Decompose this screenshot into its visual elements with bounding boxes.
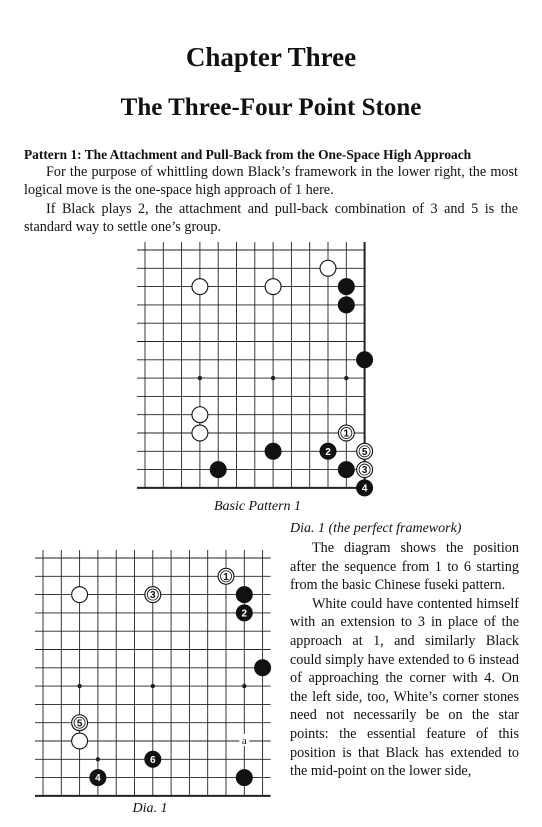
black-stone — [236, 770, 252, 786]
black-stone — [210, 462, 226, 478]
go-board-dia-1 — [38, 553, 280, 803]
section-title: The Three-Four Point Stone — [120, 94, 422, 121]
diagram-commentary — [290, 539, 519, 781]
white-stone — [72, 733, 88, 749]
white-stone — [192, 407, 208, 423]
stone-move-number: 1 — [343, 428, 350, 440]
star-point — [96, 757, 100, 761]
stone-move-number: 3 — [150, 590, 156, 602]
white-stone — [320, 260, 336, 276]
body-paragraph: White could have contented himself with an extension to 3 in place of the approach at 1, and similarly Black could simply have extended to 6 instead of approaching the corner with 4. On the left side, too, White’s corner stones need not necessarily be on the star points: the essential feature of this position is that Black has extended to the mid-point on the lower side, — [290, 595, 519, 780]
star-point — [271, 376, 275, 380]
body-paragraph: The diagram shows the position after the sequence from 1 to 6 starting from the basic Chinese fuseki pattern. — [290, 540, 519, 594]
white-stone — [265, 279, 281, 295]
stone-move-number: 1 — [223, 571, 229, 583]
star-point — [198, 376, 202, 380]
stone-move-number: 5 — [361, 446, 368, 458]
stone-move-number: 5 — [76, 718, 83, 730]
stone-move-number: 3 — [361, 465, 368, 477]
star-point — [77, 684, 81, 688]
star-point — [344, 376, 348, 380]
black-stone — [265, 443, 281, 459]
black-stone — [357, 352, 373, 368]
stone-move-number: 4 — [361, 483, 368, 495]
black-stone — [236, 587, 252, 603]
star-point — [242, 684, 246, 688]
pattern-heading: Pattern 1: The Attachment and Pull-Back from the One-Space High Approach — [24, 147, 472, 162]
white-stone — [72, 587, 88, 603]
diagram-heading: Dia. 1 (the perfect framework) — [290, 521, 462, 536]
board-mark-label: a — [241, 735, 247, 747]
body-paragraph: If Black plays 2, the attachment and pull-back combination of 3 and 5 is the standard way to settle one’s group. — [24, 201, 518, 235]
white-stone — [192, 425, 208, 441]
stone-move-number: 4 — [95, 773, 101, 785]
black-stone — [338, 297, 354, 313]
go-board-basic-pattern — [140, 245, 376, 495]
black-stone — [338, 462, 354, 478]
body-paragraph: For the purpose of whittling down Black’s framework in the lower right, the most logical move is the one-space high approach of 1 here. — [24, 164, 518, 198]
diagram-caption: Dia. 1 — [132, 801, 168, 816]
black-stone — [338, 279, 354, 295]
black-stone — [255, 660, 271, 676]
stone-move-number: 6 — [150, 754, 156, 766]
stone-move-number: 2 — [241, 608, 248, 620]
star-point — [151, 684, 155, 688]
stone-move-number: 2 — [325, 446, 331, 458]
chapter-title: Chapter Three — [185, 42, 357, 72]
diagram-caption: Basic Pattern 1 — [213, 499, 302, 514]
white-stone — [192, 279, 208, 295]
